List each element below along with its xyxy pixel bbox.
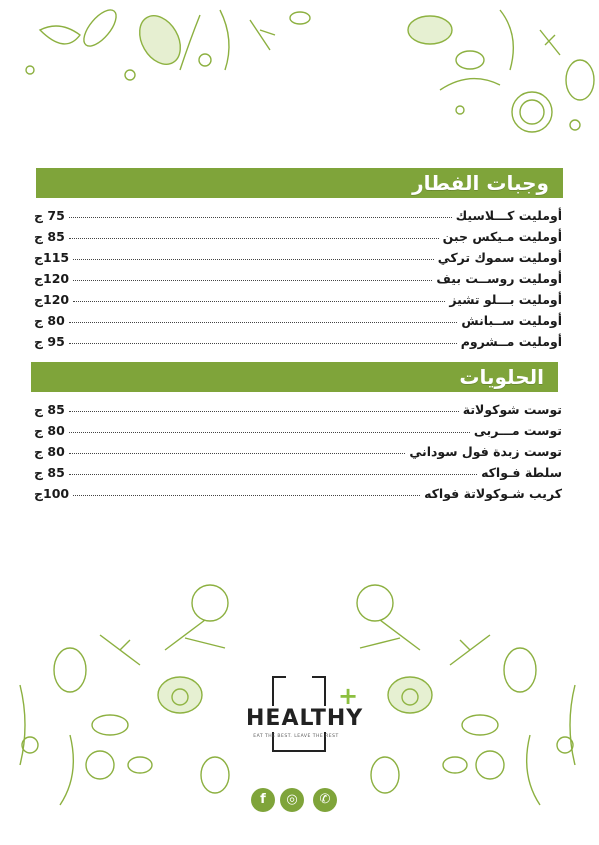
breakfast-section-title: وجبات الفطار	[412, 171, 549, 195]
vegetable-illustration-top	[0, 0, 599, 140]
logo-tagline: EAT THE BEST. LEAVE THE REST	[253, 734, 339, 739]
desserts-section-header	[31, 362, 558, 392]
menu-item-row	[34, 307, 562, 328]
breakfast-section-header	[36, 168, 563, 198]
menu-item-name: أومليت روســت بيف	[436, 271, 562, 286]
menu-item-row	[34, 480, 562, 501]
menu-item-row	[34, 244, 562, 265]
instagram-icon[interactable]: ◎	[280, 788, 304, 812]
facebook-icon[interactable]: f	[251, 788, 275, 812]
menu-item-name: توست شوكولاتة	[462, 402, 562, 417]
menu-item-price: 85 ج	[34, 465, 65, 480]
dotted-leader	[69, 343, 457, 344]
breakfast-menu-list	[34, 202, 562, 349]
dotted-leader	[69, 322, 458, 323]
menu-item-name: كريب شـوكولاتة فواكه	[424, 486, 562, 501]
menu-item-name: أومليت سموك تركي	[437, 250, 562, 265]
menu-item-name: توست زبدة فول سوداني	[409, 444, 562, 459]
menu-item-name: سلطة فـواكه	[481, 465, 562, 480]
menu-item-row	[34, 265, 562, 286]
menu-item-price: 80 ج	[34, 444, 65, 459]
dotted-leader	[69, 238, 439, 239]
menu-item-name: أومليت بـــلو تشيز	[449, 292, 562, 307]
menu-item-row	[34, 417, 562, 438]
dotted-leader	[73, 495, 420, 496]
desserts-section-title: الحلويات	[459, 365, 544, 389]
menu-item-price: 80 ج	[34, 423, 65, 438]
logo-wordmark: HEALTHY	[246, 706, 364, 731]
menu-item-name: أومليت ســبانش	[461, 313, 562, 328]
menu-item-price: 95 ج	[34, 334, 65, 349]
menu-item-price: 115ج	[34, 250, 70, 265]
dotted-leader	[73, 259, 434, 260]
logo-plus-icon: +	[338, 682, 359, 710]
menu-item-row	[34, 438, 562, 459]
menu-item-row	[34, 223, 562, 244]
dotted-leader	[69, 474, 477, 475]
menu-item-price: 80 ج	[34, 313, 65, 328]
menu-item-name: أومليت مــشروم	[460, 334, 562, 349]
menu-item-name: توست مـــربى	[473, 423, 562, 438]
desserts-menu-list	[34, 396, 562, 501]
dotted-leader	[69, 453, 406, 454]
menu-item-price: 75 ج	[34, 208, 65, 223]
menu-item-name: أومليت مـيكس جبن	[442, 229, 562, 244]
menu-item-row	[34, 286, 562, 307]
healthy-logo	[246, 676, 364, 750]
menu-item-name: أومليت كـــلاسيك	[455, 208, 562, 223]
menu-item-row	[34, 202, 562, 223]
menu-item-price: 85 ج	[34, 402, 65, 417]
dotted-leader	[73, 280, 432, 281]
whatsapp-icon[interactable]: ✆	[313, 788, 337, 812]
dotted-leader	[69, 432, 470, 433]
menu-item-price: 85 ج	[34, 229, 65, 244]
menu-item-price: 120ج	[34, 271, 70, 286]
dotted-leader	[73, 301, 445, 302]
dotted-leader	[69, 411, 459, 412]
menu-item-row	[34, 328, 562, 349]
menu-item-row	[34, 396, 562, 417]
menu-item-price: 120ج	[34, 292, 70, 307]
menu-item-price: 100ج	[34, 486, 70, 501]
menu-item-row	[34, 459, 562, 480]
dotted-leader	[69, 217, 452, 218]
